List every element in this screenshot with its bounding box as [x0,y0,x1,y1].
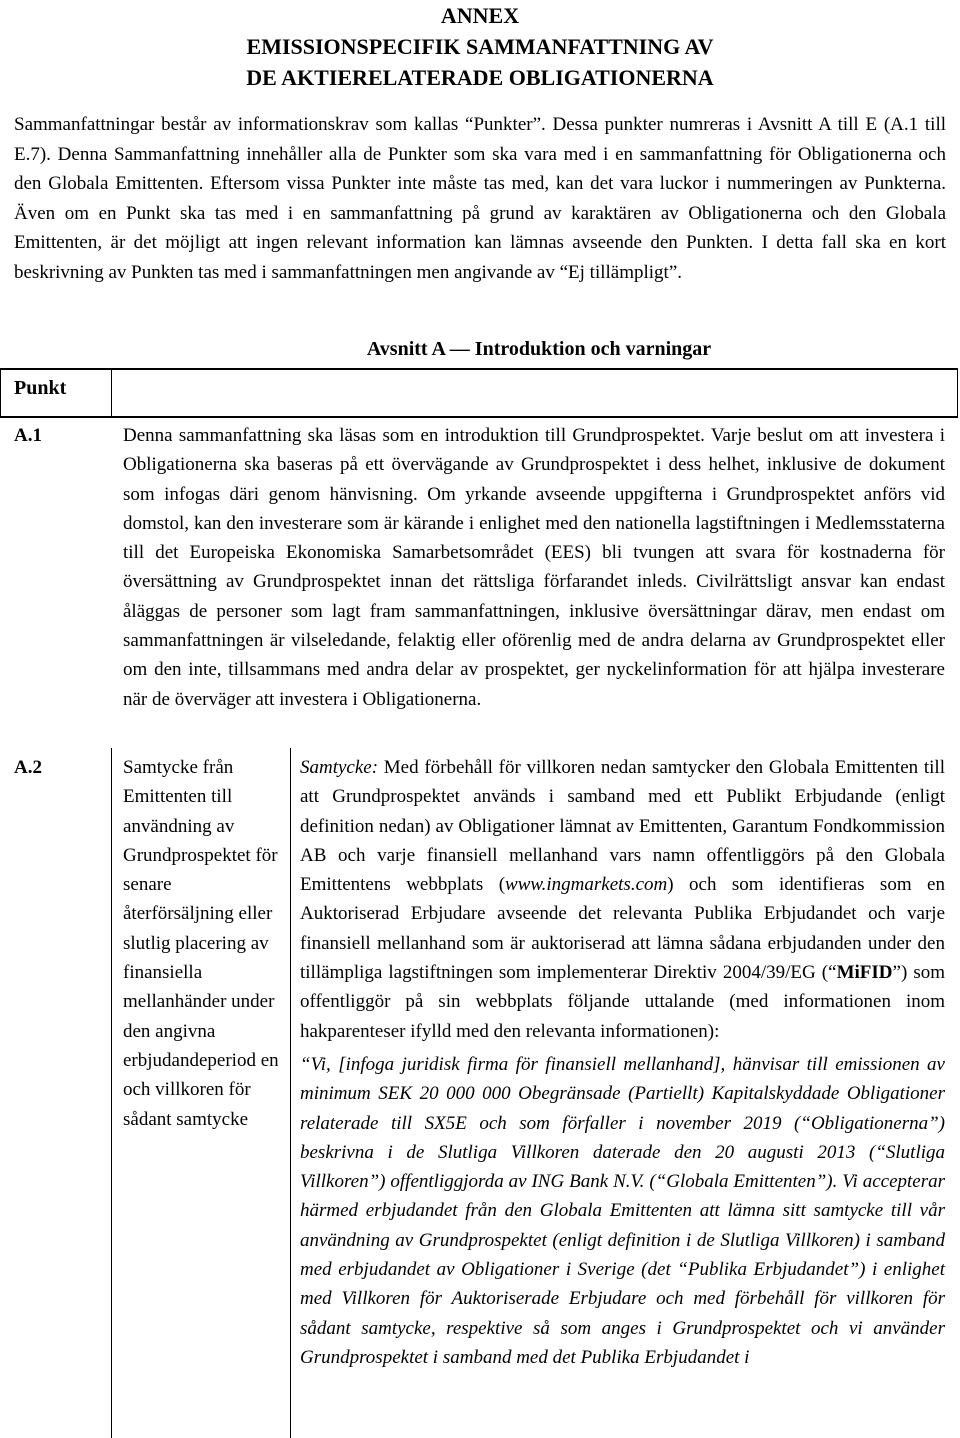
row-a2-heading: Samtycke från Emittenten till användning av Grundprospektet för senare återförsäljning eller slutlig placering av finansiella mellanhänder under den angivna erbjudandeperiod en och villkoren för sådant samtycke [123,757,279,1130]
consent-text-part-3: ”) som offentliggör på sin webbplats följande uttalande (med informationen inom hakparenteser ifylld med den relevanta informationen): [300,962,946,1042]
website-link[interactable]: www.ingmarkets.com [505,874,668,896]
consent-text-part-2: ) och som identifieras som en Auktoriserad Erbjudare avseende det relevanta Publika Erbjudandet och varje finansiell mellanhand som är auktoriserad att lämna sådana erbjudanden under den tillämpliga lagstiftningen som implementerar Direktiv 2004/39/EG (“ [300,874,945,984]
row-a2-divider-1 [111,748,112,1438]
row-a2-text [300,753,945,1372]
row-a1-paragraph: Denna sammanfattning ska läsas som en introduktion till Grundprospektet. Varje beslut om att investera i Obligationerna ska baseras på ett övervägande av Grundprospektet i dess helhet, inklusive de dokument som infogas däri genom hänvisning. Om yrkande avseende uppgifterna i Grundprospektet anförs vid domstol, kan den investerare som är kärande i enlighet med den nationella lagstiftningen i Medlemsstaterna till det Europeiska Ekonomiska Samarbetsområdet (EES) bli tvungen att svara för kostnaderna för översättning av Grundprospektet innan det rättsliga förfarandet inleds. Civilrättsligt ansvar kan endast åläggas de personer som lagt fram sammanfattningen, inklusive översättningar därav, men endast om sammanfattningen är vilseledande, felaktig eller oförenlig med de andra delarna av Grundprospektet eller om den inte, tillsammans med andra delar av prospektet, ger nyckelinformation för att hjälpa investerare när de överväger att investera i Obligationerna. [123,425,945,710]
row-a2-divider-2 [290,748,291,1438]
annex-title: ANNEX [440,3,520,28]
row-a2-consent-paragraph [300,753,945,1046]
consent-label: Samtycke: [300,757,379,778]
table-right-rule [957,368,958,418]
section-a-heading: Avsnitt A — Introduktion och varningar [366,338,712,360]
consent-quote: “Vi, [infoga juridisk firma för finansiell mellanhand], hänvisar till emissionen av minimum SEK 20 000 000 Obegränsade (Partiellt) Kapitalskyddade Obligationer relaterade till SX5E och som förfaller i november 2019 (“Obligationerna”) beskrivna i de Slutliga Villkoren daterade den 20 augusti 2013 (“Slutliga Villkoren”) offentliggjorda av ING Bank N.V. (“Globala Emittenten”). Vi accepterar härmed erbjudandet från den Globala Emittenten att lämna sitt samtycke till vår användning av Grundprospektet (enligt definition i de Slutliga Villkoren) i samband med erbjudandet av Obligationer i Sverige (det “Publika Erbjudandet”) i enlighet med Villkoren för Auktoriserade Erbjudare och med förbehåll för villkoren för sådant samtycke, respektive så som anges i Grundprospektet och vi använder Grundprospektet i samband med det Publika Erbjudandet i [300,1053,945,1368]
punkt-column-header: Punkt [14,377,67,399]
consent-text-part-1: Med förbehåll för villkoren nedan samtycker den Globala Emittenten till att Grundprospektet används i samband med ett Publikt Erbjudande (enligt definition nedan) av Obligationer lämnat av Emittenten, Garantum Fondkommission AB och varje finansiell mellanhand vars namn offentliggörs på den Globala Emittentens webbplats ( [300,757,945,896]
intro-text: Sammanfattningar består av informationskrav som kallas “Punkter”. Dessa punkter numreras i Avsnitt A till E (A.1 till E.7). Denna Sammanfattning innehåller alla de Punkter som ska vara med i en sammanfattning för Obligationerna och den Globala Emittenten. Eftersom vissa Punkter inte måste tas med, kan det vara luckor i nummeringen av Punkterna. Även om en Punkt ska tas med i en sammanfattning på grund av karaktären av Obligationerna och den Globala Emittenten, är det möjligt att ingen relevant information kan lämnas avseende den Punkten. I detta fall ska en kort beskrivning av Punkten tas med i sammanfattningen men angivande av “Ej tillämpligt”. [14,114,946,283]
header-column-divider [111,368,112,418]
header-bottom-rule [0,416,958,418]
table-left-rule [0,368,1,418]
mifid-term: MiFID [836,962,893,984]
row-a2-id: A.2 [14,757,42,778]
row-a1-id: A.1 [14,425,42,446]
table-top-rule [0,368,958,370]
row-a1-text [123,421,945,714]
intro-paragraph [14,110,946,288]
document-title-line-1: EMISSIONSPECIFIK SAMMANFATTNING AV [246,34,714,59]
document-title-line-2: DE AKTIERELATERADE OBLIGATIONERNA [246,65,714,90]
